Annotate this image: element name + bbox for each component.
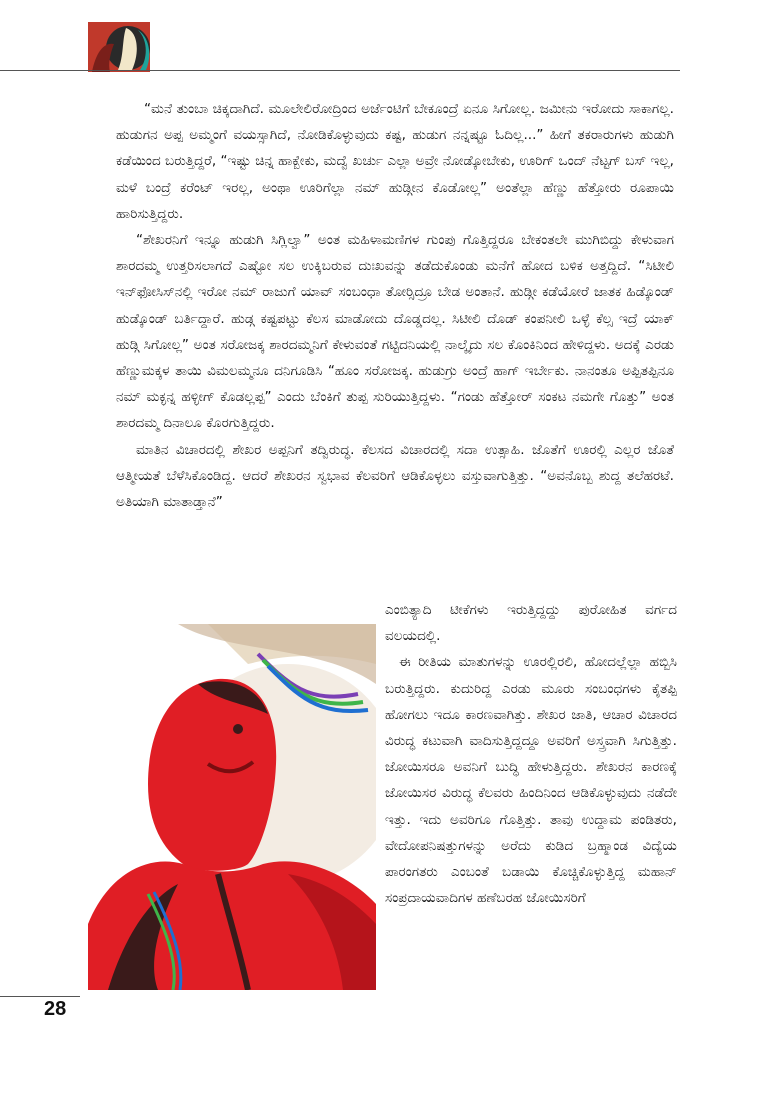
footer-rule (0, 996, 80, 997)
paragraph: ಮಾತಿನ ವಿಚಾರದಲ್ಲಿ ಶೇಖರ ಅಪ್ಪನಿಗೆ ತದ್ವಿರುದ್ಧ. ಕೆಲಸದ ವಿಚಾರದಲ್ಲಿ ಸದಾ ಉತ್ಸಾಹಿ. ಜೊತೆಗೆ ಊರಲ್ಲಿ ಎಲ್ಲರ ಜೊತೆ ಆತ್ಮೀಯತೆ ಬೆಳೆಸಿಕೊಂಡಿದ್ದ. ಆದರೆ ಶೇಖರನ ಸ್ವಭಾವ ಕೆಲವರಿಗೆ ಆಡಿಕೊಳ್ಳಲು ವಸ್ತುವಾಗುತ್ತಿತ್ತು. “ಅವನೊಬ್ಬ ಶುದ್ದ ತಲೆಹರಟೆ. ಅತಿಯಾಗಿ ಮಾತಾಡ್ತಾನೆ” (116, 441, 674, 511)
paragraph: “ಶೇಖರನಿಗೆ ಇನ್ನೂ ಹುಡುಗಿ ಸಿಗ್ಲಿಲ್ವಾ” ಅಂತ ಮಹಿಳಾಮಣಿಗಳ ಗುಂಪು ಗೊತ್ತಿದ್ದರೂ ಬೇಕಂತಲೇ ಮುಗಿಬಿದ್ದು ಕೇಳುವಾಗ ಶಾರದಮ್ಮ ಉತ್ತರಿಸಲಾಗದೆ ಎಷ್ಟೋ ಸಲ ಉಕ್ಕಿಬರುವ ದುಃಖವನ್ನು ತಡೆದುಕೊಂಡು ಮನೆಗೆ ಹೋದ ಬಳಿಕ ಅತ್ತದ್ದಿದೆ. “ಸಿಟೀಲಿ ಇನ್‌ಫೋಸಿಸ್‌ನಲ್ಲಿ ಇರೋ ನಮ್ ರಾಜುಗೆ ಯಾವ್ ಸಂಬಂಧಾ ತೋರ್‍ಸಿದ್ರೂ ಬೇಡ ಅಂತಾನೆ. ಹುಡ್ಗೀ ಕಡೆಯೋರೆ ಜಾತಕ ಹಿಡ್ಕೊಂಡ್ ಹುಡ್ಕೊಂಡ್ ಬರ್ತಿದ್ದಾರೆ. ಹುಡ್ಗ ಕಷ್ಟಪಟ್ಟು ಕೆಲಸ ಮಾಡೋದು ದೊಡ್ಡದಲ್ಲ. ಸಿಟೀಲಿ ದೊಡ್ ಕಂಪನೀಲಿ ಒಳ್ಳೆ ಕೆಲ್ಸ ಇದ್ರೆ ಯಾಕ್ ಹುಡ್ಗಿ ಸಿಗೋಲ್ಲ” ಅಂತ ಸರೋಜಕ್ಕ ಶಾರದಮ್ಮನಿಗೆ ಕೇಳುವಂತೆ ಗಟ್ಟಿದನಿಯಲ್ಲಿ ನಾಲ್ಕೈದು ಸಲ ಕೊಂಕಿನಿಂದ ಹೇಳಿದ್ದಳು. ಅದಕ್ಕೆ ಎರಡು ಹೆಣ್ಣುಮಕ್ಕಳ ತಾಯಿ ವಿಮಲಮ್ಮನೂ ದನಿಗೂಡಿಸಿ “ಹೂಂ ಸರೋಜಕ್ಕ. ಹುಡುಗ್ರು ಅಂದ್ರೆ ಹಾಗ್ ಇರ್ಬೇಕು. ನಾನಂತೂ ಅಪ್ಪಿತಪ್ಪಿನೂ ನಮ್ ಮಕ್ಳನ್ನ ಹಳ್ಳೀಗ್ ಕೊಡಲ್ಲಪ್ಪ” ಎಂದು ಬೆಂಕಿಗೆ ತುಪ್ಪ ಸುರಿಯುತ್ತಿದ್ದಳು. “ಗಂಡು ಹೆತ್ತೋರ್ ಸಂಕಟ ನಮಗೇ ಗೊತ್ತು” ಅಂತ ಶಾರದಮ್ಮ ದಿನಾಲೂ ಕೊರಗುತ್ತಿದ್ದರು. (116, 232, 674, 432)
article-side-column (385, 597, 677, 911)
paragraph: “ಮನೆ ತುಂಬಾ ಚಿಕ್ಕದಾಗಿದೆ. ಮೂಲೇಲಿರೋದ್ರಿಂದ ಅರ್ಜೆಂಟಿಗೆ ಬೇಕೂಂದ್ರೆ ಏನೂ ಸಿಗೋಲ್ಲ. ಜಮೀನು ಇರೋದು ಸಾಕಾಗಲ್ಲ. ಹುಡುಗನ ಅಪ್ಪ ಅಮ್ಮಂಗೆ ವಯಸ್ಸಾಗಿದೆ, ನೋಡಿಕೊಳ್ಳುವುದು ಕಷ್ಟ, ಹುಡುಗ ನನ್ನಷ್ಟೂ ಓದಿಲ್ಲ...” ಹೀಗೆ ತಕರಾರುಗಳು ಹುಡುಗಿ ಕಡೆಯಿಂದ ಬರುತ್ತಿದ್ದರೆ, “ಇಷ್ಟು ಚಿನ್ನ ಹಾಕ್ಬೇಕು, ಮದ್ವೆ ಖರ್ಚು ಎಲ್ಲಾ ಅವ್ರೇ ನೋಡ್ಕೋಬೇಕು, ಊರಿಗ್ ಒಂದ್ ನೆಟ್ಟಗ್ ಬಸ್ ಇಲ್ಲ, ಮಳೆ ಬಂದ್ರೆ ಕರೆಂಟ್ ಇರಲ್ಲ, ಅಂಥಾ ಊರಿಗೆಲ್ಲಾ ನಮ್ ಹುಡ್ಗೀನ ಕೊಡೋಲ್ಲ” ಅಂತೆಲ್ಲಾ ಹೆಣ್ಣು ಹೆತ್ತೋರು ರೂಪಾಯಿ ಹಾರಿಸುತ್ತಿದ್ದರು. (116, 101, 674, 222)
woman-illustration (88, 624, 376, 990)
header-rule (0, 70, 680, 71)
page-number: 28 (44, 998, 67, 1020)
article-body (116, 96, 674, 515)
magazine-logo (88, 22, 150, 72)
paragraph: ಈ ರೀತಿಯ ಮಾತುಗಳನ್ನು ಊರಲ್ಲಿರಲಿ, ಹೋದಲ್ಲೆಲ್ಲಾ ಹಬ್ಬಿಸಿ ಬರುತ್ತಿದ್ದರು. ಕುದುರಿದ್ದ ಎರಡು ಮೂರು ಸಂಬಂಧಗಳು ಕೈತಪ್ಪಿ ಹೋಗಲು ಇದೂ ಕಾರಣವಾಗಿತ್ತು. ಶೇಖರ ಜಾತಿ, ಆಚಾರ ವಿಚಾರದ ವಿರುದ್ಧ ಕಟುವಾಗಿ ವಾದಿಸುತ್ತಿದ್ದದ್ದೂ ಅವರಿಗೆ ಅಸ್ತ್ರವಾಗಿ ಸಿಗುತ್ತಿತ್ತು. ಜೋಯಿಸರೂ ಅವನಿಗೆ ಬುದ್ಧಿ ಹೇಳುತ್ತಿದ್ದರು. ಶೇಖರನ ಕಾರಣಕ್ಕೆ ಜೋಯಿಸರ ವಿರುದ್ಧ ಕೆಲವರು ಹಿಂದಿನಿಂದ ಆಡಿಕೊಳ್ಳುವುದು ನಡೆದೇ ಇತ್ತು. ಇದು ಅವರಿಗೂ ಗೊತ್ತಿತ್ತು. ತಾವು ಉದ್ದಾಮ ಪಂಡಿತರು, ವೇದೋಪನಿಷತ್ತುಗಳನ್ನು ಅರೆದು ಕುಡಿದ ಬ್ರಹ್ಮಾಂಡ ವಿದ್ಯೆಯ ಪಾರಂಗತರು ಎಂಬಂತೆ ಬಡಾಯಿ ಕೊಚ್ಚಿಕೊಳ್ಳುತ್ತಿದ್ದ ಮಹಾನ್ ಸಂಪ್ರದಾಯವಾದಿಗಳ ಹಣೆಬರಹ ಜೋಯಿಸರಿಗೆ (385, 654, 677, 907)
paragraph: ಎಂಬಿತ್ಯಾದಿ ಟೀಕೆಗಳು ಇರುತ್ತಿದ್ದದ್ದು ಪುರೋಹಿತ ವರ್ಗದ ವಲಯದಲ್ಲಿ. (385, 602, 677, 645)
